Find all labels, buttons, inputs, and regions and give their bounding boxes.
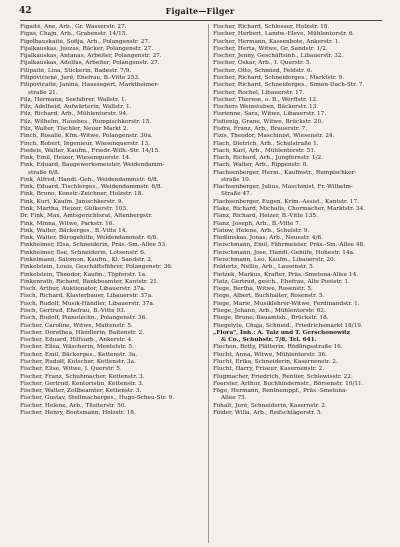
directory-entry: Flechon, Betty, Plätterin, Rödlingsstraße 16. (213, 344, 343, 351)
column-divider (208, 24, 209, 543)
directory-entry: Flugmacher, Friedrich, Rentier, Schlewisstr. 22. (213, 373, 353, 380)
directory-entry-continuation: & Co., Schuhstr. 7/8, Tel. 641. (221, 337, 317, 344)
directory-entry: Fischer, Rudolf, Kutscher, Kettenstr. 3a. (20, 358, 136, 365)
page-header (0, 0, 400, 20)
directory-entry: Fischer, Richard, Schlosser, Holzstr. 18. (213, 24, 330, 30)
directory-entry: Fischer, Richard, Schneiderges., Simon-Dach-Str. 7. (213, 82, 365, 89)
directory-entry: Fischer, Gustav, Stellmacherges., Hugo-Scheu-Str. 9. (20, 395, 175, 402)
directory-entry: Fischer, Oskar, Arb., I. Querstr. 5. (213, 60, 312, 67)
directory-entry: Fijalkauskas, Adolfas, Arbeiter, Polangenstr. 27. (20, 60, 160, 67)
directory-entry: Fisch, Rudolf, Pianotechn., Polangenstr. 36. (20, 315, 148, 322)
directory-entry: Fink, Walter, Bäckerges., B.-Vitte 14. (20, 227, 128, 234)
directory-entry: Fischer, Otto, Schmied, Feldstr. 6. (213, 67, 313, 74)
directory-entry: Fink, Martha, Heizer, Gülkerstr. 103. (20, 206, 128, 213)
directory-entry: Filipovičienė, Jurė, Ehefrau, B.-Vitte 253. (20, 74, 140, 81)
directory-entry: Filipovičaitė, Janina, Haussegert, Marktheimer- (20, 82, 160, 89)
directory-entry: Fischers Weinstuben, Bäckerstr. 13. (213, 104, 319, 111)
directory-entry: Fijalkauskas, Juozas, Bäcker, Polangenstr. 27. (20, 45, 154, 52)
directory-entry: Fliege, Johann, Arb., Mühlentorstr. 62. (213, 307, 326, 314)
directory-entry: Fiege, Bertha, Witwe, Rosenstr. 5. (213, 286, 313, 293)
directory-entry: Finkheimer, Elsa, Schneiderin, Präs.-Sm.-Allee 53. (20, 242, 168, 249)
directory-entry: Fink, Walter, Bürogehilfe, Weidendammstr. 6/8. (20, 235, 159, 242)
directory-entry: Fischer, Emil, Bäckerges., Kettenstr. 3a. (20, 351, 138, 358)
directory-entry-continuation: straße 6/8. (28, 169, 60, 176)
directory-entry: Fisch, Richard, Klavierbauer, Libauerstr. 37a. (20, 293, 153, 300)
directory-entry: Fink, Bruno, Konstr.-Zeichner, Holzstr. 18. (20, 191, 144, 198)
directory-entry: Flanz, Joseph, Arb., B.-Vitte 7. (213, 220, 301, 227)
directory-entry: Fisch, Rudolf, Musik-Händler, Libauerstr. 37a. (20, 300, 155, 307)
directory-entry-continuation: Straße 47. (221, 191, 252, 198)
directory-entry: Fischer, Helene, Arb., Tilsiterstr. 50. (20, 402, 127, 409)
directory-entry-continuation: straße 21. (28, 89, 58, 96)
directory-entry: Fiege, Marie, Musiklehrer-Witwe, Ferdinandstr. 1. (213, 300, 360, 307)
directory-entry: Finch, Rosalie, Kfm.-Witwe, Polangenstr. 30a. (20, 133, 153, 140)
directory-entry: Fiedeis, Walter, Kaufm., Friedr.-Wilh.-Str. 14/15. (20, 147, 161, 154)
directory-entry: Figelbauskaitė, Sofija, Arb., Polangenstr. 27. (20, 38, 150, 45)
directory-entry: Fischer, Franz, Schuhmacher, Kettenstr. 3. (20, 373, 145, 380)
directory-entry: „Flora", Inh.: A. Talz und T. Gerschonowitz (213, 329, 351, 336)
directory-entry: Föge, Hermann, Rentnemppf., Präs.-Smetona- (213, 388, 348, 395)
directory-entry: Fliegelyte, Chaja, Schneid., Friedrichsmarkt 18/19. (213, 322, 363, 329)
directory-entry: Filz, Adelheid, Aufwärterin, Wallstr. 1. (20, 104, 132, 111)
directory-entry: Dr. Fink, Max, Amtsgerichtsrat, Altenbergstr. (20, 213, 153, 220)
directory-entry: Fisrienne, Sara, Witwe, Libauerstr. 17. (213, 111, 327, 118)
directory-entry: Fischer, Walter, Zollbeamter, Kettenstr. 3. (20, 388, 142, 395)
directory-entry-continuation: straße 10. (221, 176, 251, 183)
directory-entry: Fink, Alfred, Handl.-Geh., Weidendammstr. 6/8. (20, 176, 159, 183)
directory-entry: Fischer, Herta, Witwe, Gr. Sandstr. 1/2. (213, 45, 328, 52)
directory-entry: Fizis, Theodor, Maschinist, Wiesenstr. 24. (213, 133, 335, 140)
directory-entry: Fink, Eduard, Tischlerges., Weidendammstr. 6/8. (20, 184, 163, 191)
directory-entry: Flatow, Helene, Arb., Schulstr. 9. (213, 227, 310, 234)
directory-entry: Flatz, Gertrud, gesch., Ehefrau, Alte Poststr. 1. (213, 278, 350, 285)
directory-entry: Fijalkauskas, Antanas, Arbeiter, Polangenstr. 27. (20, 53, 162, 60)
directory-entry: Figaitě, Ane, Arb., Gr. Wasserstr. 27. (20, 24, 127, 30)
directory-entry: Fisch, Gertrud, Ehefrau, B.-Vitte 93. (20, 307, 126, 314)
directory-entry: Finkheimer, Ilse, Schneiderin, Lotsenstr. 6. (20, 249, 146, 256)
directory-entry: Flach, Karl, Arb., Mühlentorstr. 51. (213, 147, 316, 154)
directory-entry: Fietzek, Markus, Krafter, Präs.-Smetona-Allee 14. (213, 271, 359, 278)
right-column (213, 24, 400, 417)
directory-entry: Fischer, Elise, Witwe, I. Querstr. 5. (20, 366, 122, 373)
directory-entry: Fischer, Therese, o. B., Werftstr. 12. (213, 96, 318, 103)
running-title: Figaite—Filger (165, 6, 235, 16)
directory-entry: Fischer, Hermann, Kassenbote, Ankerstr. 1. (213, 38, 341, 45)
directory-entry: Flachsenberger, Eugen, Krim.-Assist., Kantstr. 17. (213, 198, 359, 205)
directory-entry: Fleischmann, Jose, Handl.-Gehilfe, Hohestr. 14a. (213, 249, 355, 256)
directory-entry: Fischer, Caroline, Witwe, Mattenstr. 5. (20, 322, 133, 329)
directory-entry: Fisfienig, Grane, Witwe, Brückstr. 20. (213, 118, 323, 125)
directory-entry: Fisfra, Franz, Arb., Brauerstr. 7. (213, 125, 308, 132)
directory-entry: Fink, Minna, Witwe, Parkstr. 16. (20, 220, 115, 227)
directory-entry: Filz, Wilhelm, Hausbes., Rumpischkerstr. 15. (20, 118, 152, 125)
directory-entry: Flucht, Harry, Friseur, Kasernenstr. 2. (213, 366, 325, 373)
directory-entry: Fischer, Jenny, Geschäftsinh., Libauerstr. 32. (213, 53, 344, 60)
directory-entry: Fischer, Herbert, Landw.-Eleve, Mühlentorstr. 6. (213, 31, 355, 38)
directory-entry: Fischer, Elisa, Wäscherin, Mentelstr. 5. (20, 344, 134, 351)
directory-entry: Flachsenberger, Herm., Kaufmstr., Rumpischker- (213, 169, 357, 176)
directory-entry: Fisch, Arthur, Auktionator, Libauerstr. 37a. (20, 286, 146, 293)
directory-entry: Fischer, Dorothea, Händlerin, Baltenstr. 2. (20, 329, 145, 336)
directory-entry: Fischer, Rochel, Libauerstr. 17. (213, 89, 305, 96)
directory-entry: Filz, Walter, Tischler, Neuer Markt 2. (20, 125, 129, 132)
directory-entry: Finkenrath, Richard, Bankbeamter, Kantstr. 21. (20, 278, 159, 285)
directory-entry: Fischer, Henry, Bootsmann, Holzstr. 18. (20, 409, 136, 416)
header-rule (20, 20, 382, 21)
directory-entry: Fischer, Richard, Schneiderges., Marktstr. 9. (213, 74, 345, 81)
directory-entry: Fink, Kurt, Kaufm. Janischkerstr. 9. (20, 198, 124, 205)
directory-entry: Fink, Emil, Heizer, Wiesenquerstr. 14. (20, 155, 131, 162)
directory-entry: Flake, Richard, Michalis, Chormacher, Marktstr. 34. (213, 206, 366, 213)
directory-entry: Fischer, Eduard, Hilfsarb., Ankerstr. 4. (20, 337, 134, 344)
directory-entry: Flach, Richard, Arb., Jungfernstr. 1/2. (213, 155, 323, 162)
directory-entry: Fink, Eduard, Baugewerksmeister, Weidendamm- (20, 162, 165, 169)
directory-entry: Filz, Richard, Arb., Mühlentorstr. 94. (20, 111, 128, 118)
directory-entry: Flucht, Erika, Schneiderin, Kasernenstr. 2. (213, 358, 338, 365)
page-number: 42 (19, 6, 32, 16)
directory-entry: Földer, Willa, Arb., Reifschlägerstr. 5. (213, 409, 323, 416)
directory-entry: Flach, Dietrich, Arb., Schulstraße 1. (213, 140, 319, 147)
directory-entry: Fiege, Albert, Buchhalter, Rosenstr. 5. (213, 293, 325, 300)
directory-entry: Flach, Walter, Arb., Rippenstr. 6. (213, 162, 309, 169)
directory-entry: Finkelstein, Louis, Geschäftsführer, Polangenstr. 36. (20, 264, 173, 271)
directory-entry: Feldertz, Nellie, Arb., Lassenstr. 5. (213, 264, 315, 271)
directory-entry: Flachsenberger, Julius, Maschinist, Fr.-Wilhelm- (213, 184, 353, 191)
directory-entry: Filz, Hermann, Seefahrer, Wallstr. 1. (20, 96, 127, 103)
directory-entry: Finch, Robert, Ingenieur, Wiesenquerstr. 13. (20, 140, 151, 147)
directory-entry: Fledlinskas, Jonas, Arb., Neuestr. 4/6. (213, 235, 323, 242)
directory-entry: Finkelstein, Theodor, Kaufm., Töpferstr. 1a. (20, 271, 147, 278)
directory-entry: Fliege, Bruno, Bauamtsh., Brückstr. 18. (213, 315, 329, 322)
directory-entry: Flucht, Anna, Witwe, Mühlentorstr. 36. (213, 351, 327, 358)
directory-entry: Filipaitė, Lina, Stickerin, Badestr. 7/9. (20, 67, 132, 74)
directory-entry: Fohalt, Jurė, Schneiderin, Kasernstr. 2. (213, 402, 327, 409)
directory-entry: Flanz, Richard, Heizer, B.-Vitte 135. (213, 213, 318, 220)
directory-entry: Fleischmann, Emil, Fährmeister, Präs.-Sm.-Allee 48. (213, 242, 366, 249)
directory-entry: Fleischmann, Leo, Kaufm., Libauerstr. 20. (213, 257, 336, 263)
directory-entry: Finkelmann, Salomon, Kaufm., Kl. Sandstr. 2. (20, 257, 153, 263)
directory-entry: Fischer, Gertrud, Kontoristin, Kettenstr. 3. (20, 380, 144, 387)
left-column (20, 24, 204, 417)
directory-entry-continuation: Allee 75. (221, 395, 247, 402)
directory-entry: Figas, Chajn, Arb., Grabenstr. 14/15. (20, 31, 128, 38)
directory-entry: Foerster, Arthur, Buchhindernstr., Börsenstr. 10/11. (213, 380, 364, 387)
